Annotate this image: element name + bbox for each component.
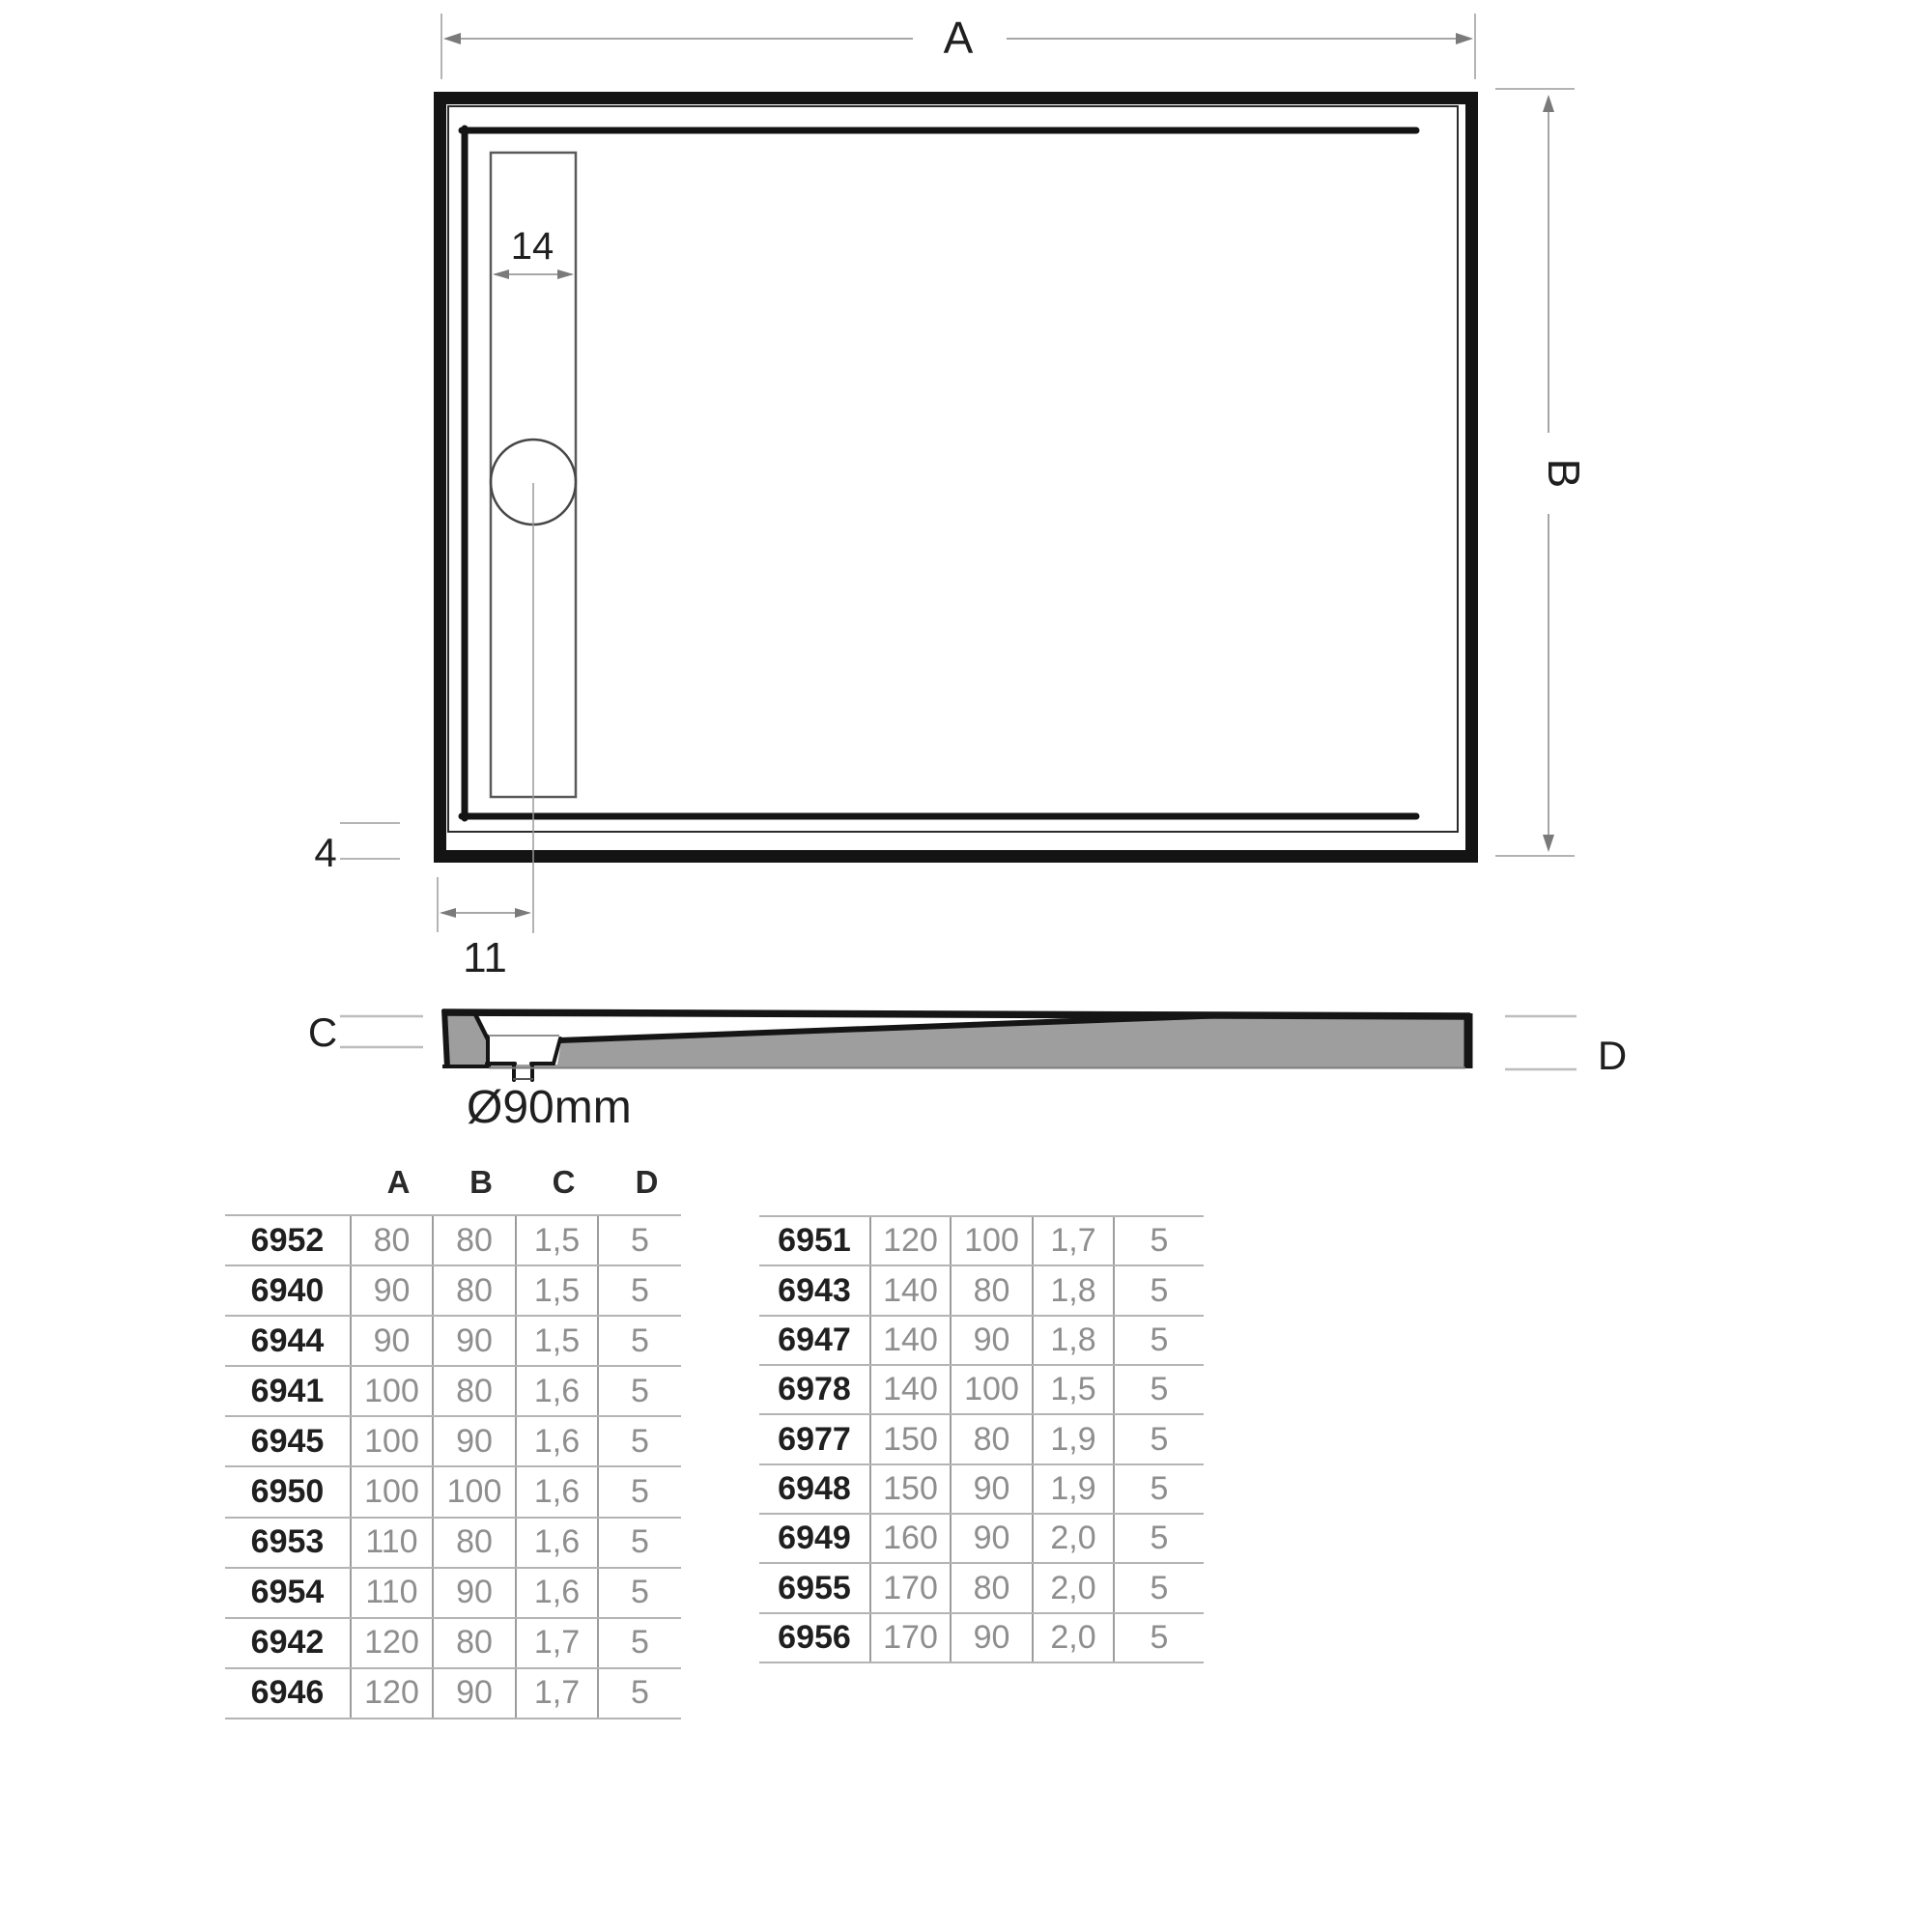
spec-value-cell: 90 xyxy=(432,1569,515,1617)
spec-value-cell: 2,0 xyxy=(1032,1614,1113,1662)
spec-value-cell: 120 xyxy=(350,1669,432,1718)
spec-value-cell: 90 xyxy=(950,1465,1032,1513)
spec-value-cell: 90 xyxy=(350,1317,432,1365)
spec-value-cell: 160 xyxy=(869,1515,950,1562)
spec-value-cell: 1,5 xyxy=(515,1317,597,1365)
table-row xyxy=(225,1569,681,1619)
spec-value-cell: 5 xyxy=(597,1619,681,1667)
spec-value-cell: 80 xyxy=(950,1564,1032,1611)
spec-value-cell: 110 xyxy=(350,1569,432,1617)
spec-value-cell: 150 xyxy=(869,1415,950,1463)
spec-value-cell: 5 xyxy=(597,1317,681,1365)
spec-value-cell: 5 xyxy=(1113,1614,1204,1662)
product-code-cell: 6943 xyxy=(778,1271,851,1309)
spec-value-cell: 80 xyxy=(432,1619,515,1667)
spec-value-cell: 100 xyxy=(432,1467,515,1516)
product-code-cell: 6947 xyxy=(778,1321,851,1358)
dim-label-14: 14 xyxy=(510,225,554,268)
table-row xyxy=(759,1564,1204,1613)
dim-label-c: C xyxy=(307,1009,338,1055)
dim-label-a: A xyxy=(943,13,974,63)
spec-value-cell: 140 xyxy=(869,1317,950,1364)
spec-value-cell: 1,6 xyxy=(515,1467,597,1516)
spec-value-cell: 5 xyxy=(1113,1266,1204,1314)
spec-value-cell: 5 xyxy=(597,1467,681,1516)
table-row xyxy=(759,1465,1204,1515)
spec-value-cell: 140 xyxy=(869,1366,950,1413)
spec-value-cell: 5 xyxy=(597,1367,681,1415)
dim-label-4: 4 xyxy=(314,830,337,875)
product-code-cell: 6944 xyxy=(250,1321,325,1359)
spec-value-cell: 150 xyxy=(869,1465,950,1513)
spec-value-cell: 80 xyxy=(432,1367,515,1415)
spec-value-cell: 1,7 xyxy=(515,1669,597,1718)
spec-value-cell: 1,9 xyxy=(1032,1415,1113,1463)
spec-value-cell: 120 xyxy=(869,1217,950,1264)
spec-value-cell: 5 xyxy=(1113,1317,1204,1364)
product-code-cell: 6977 xyxy=(778,1420,851,1458)
arrowhead-right-icon xyxy=(515,908,531,918)
table-row xyxy=(225,1367,681,1417)
spec-value-cell: 1,8 xyxy=(1032,1317,1113,1364)
spec-value-cell: 2,0 xyxy=(1032,1564,1113,1611)
dim-label-b: B xyxy=(1539,458,1589,489)
spec-value-cell: 5 xyxy=(597,1519,681,1567)
spec-value-cell: 80 xyxy=(432,1519,515,1567)
profile-top-line xyxy=(442,1012,1470,1016)
product-code-cell: 6953 xyxy=(250,1523,325,1561)
spec-value-cell: 1,5 xyxy=(515,1216,597,1264)
spec-value-cell: 90 xyxy=(950,1317,1032,1364)
spec-value-cell: 5 xyxy=(1113,1415,1204,1463)
table-row xyxy=(225,1669,681,1719)
product-code-cell: 6946 xyxy=(250,1674,325,1712)
spec-value-cell: 1,5 xyxy=(515,1266,597,1315)
spec-value-cell: 1,6 xyxy=(515,1367,597,1415)
table-row xyxy=(225,1519,681,1569)
dim-label-11: 11 xyxy=(463,934,507,981)
tray-outer-edge xyxy=(440,99,1472,857)
spec-value-cell: 5 xyxy=(597,1216,681,1264)
spec-value-cell: 100 xyxy=(350,1467,432,1516)
product-code-cell: 6951 xyxy=(778,1222,851,1260)
table-row xyxy=(759,1515,1204,1564)
profile-view xyxy=(308,1009,1627,1133)
product-code-cell: 6954 xyxy=(250,1574,325,1611)
spec-value-cell: 100 xyxy=(950,1366,1032,1413)
arrowhead-left-icon xyxy=(443,33,461,44)
spec-value-cell: 90 xyxy=(950,1614,1032,1662)
product-code-cell: 6978 xyxy=(778,1371,851,1408)
drain-diameter-label: Ø90mm xyxy=(467,1082,632,1133)
spec-value-cell: 110 xyxy=(350,1519,432,1567)
spec-column-header-b: B xyxy=(469,1164,493,1200)
left-end-cap xyxy=(445,1011,488,1066)
arrowhead-down-icon xyxy=(1543,835,1554,852)
plan-view xyxy=(314,13,1589,981)
table-row xyxy=(759,1317,1204,1366)
product-code-cell: 6955 xyxy=(778,1569,851,1606)
table-row xyxy=(225,1417,681,1467)
product-code-cell: 6952 xyxy=(250,1221,325,1259)
spec-value-cell: 1,6 xyxy=(515,1519,597,1567)
spec-value-cell: 120 xyxy=(350,1619,432,1667)
spec-value-cell: 5 xyxy=(1113,1465,1204,1513)
spec-value-cell: 90 xyxy=(432,1417,515,1465)
product-code-cell: 6945 xyxy=(250,1422,325,1460)
spec-value-cell: 80 xyxy=(432,1216,515,1264)
spec-value-cell: 140 xyxy=(869,1266,950,1314)
product-code-cell: 6940 xyxy=(250,1271,325,1309)
spec-value-cell: 1,7 xyxy=(515,1619,597,1667)
spec-value-cell: 1,5 xyxy=(1032,1366,1113,1413)
spec-value-cell: 1,6 xyxy=(515,1569,597,1617)
spec-value-cell: 100 xyxy=(950,1217,1032,1264)
product-code-cell: 6941 xyxy=(250,1372,325,1409)
right-spec-table xyxy=(759,1215,1204,1663)
spec-value-cell: 1,6 xyxy=(515,1417,597,1465)
spec-value-cell: 90 xyxy=(432,1669,515,1718)
spec-value-cell: 1,9 xyxy=(1032,1465,1113,1513)
product-code-cell: 6949 xyxy=(778,1520,851,1557)
table-row xyxy=(759,1415,1204,1464)
table-row xyxy=(759,1366,1204,1415)
left-edge-line xyxy=(444,1009,447,1067)
spec-value-cell: 80 xyxy=(432,1266,515,1315)
spec-column-header-d: D xyxy=(635,1164,659,1200)
spec-value-cell: 1,8 xyxy=(1032,1266,1113,1314)
table-row xyxy=(225,1216,681,1266)
spec-value-cell: 5 xyxy=(1113,1564,1204,1611)
product-code-cell: 6950 xyxy=(250,1473,325,1511)
table-row xyxy=(759,1266,1204,1316)
spec-value-cell: 1,7 xyxy=(1032,1217,1113,1264)
spec-value-cell: 170 xyxy=(869,1564,950,1611)
spec-value-cell: 80 xyxy=(950,1415,1032,1463)
arrowhead-left-icon xyxy=(440,908,456,918)
spec-value-cell: 90 xyxy=(950,1515,1032,1562)
spec-value-cell: 5 xyxy=(597,1569,681,1617)
table-row xyxy=(225,1317,681,1367)
spec-table-headers xyxy=(233,1157,689,1208)
product-code-cell: 6948 xyxy=(778,1469,851,1507)
spec-value-cell: 100 xyxy=(350,1367,432,1415)
spec-value-cell: 170 xyxy=(869,1614,950,1662)
spec-value-cell: 5 xyxy=(1113,1515,1204,1562)
product-code-cell: 6956 xyxy=(778,1618,851,1656)
left-spec-table xyxy=(225,1214,681,1719)
drain-trap xyxy=(487,1037,560,1080)
spec-value-cell: 80 xyxy=(950,1266,1032,1314)
product-code-cell: 6942 xyxy=(250,1624,325,1662)
spec-value-cell: 100 xyxy=(350,1417,432,1465)
table-row xyxy=(225,1266,681,1317)
spec-value-cell: 90 xyxy=(350,1266,432,1315)
arrowhead-right-icon xyxy=(1456,33,1473,44)
spec-value-cell: 80 xyxy=(350,1216,432,1264)
table-row xyxy=(759,1217,1204,1266)
spec-value-cell: 5 xyxy=(1113,1366,1204,1413)
spec-value-cell: 5 xyxy=(597,1266,681,1315)
spec-value-cell: 90 xyxy=(432,1317,515,1365)
spec-column-header-c: C xyxy=(552,1164,576,1200)
dim-label-d: D xyxy=(1597,1033,1628,1078)
spec-value-cell: 2,0 xyxy=(1032,1515,1113,1562)
spacer xyxy=(233,1157,357,1208)
table-row xyxy=(225,1467,681,1518)
spec-column-header-a: A xyxy=(386,1164,411,1200)
arrowhead-up-icon xyxy=(1543,95,1554,112)
spec-value-cell: 5 xyxy=(597,1417,681,1465)
table-row xyxy=(759,1614,1204,1663)
table-row xyxy=(225,1619,681,1669)
spec-value-cell: 5 xyxy=(597,1669,681,1718)
spec-value-cell: 5 xyxy=(1113,1217,1204,1264)
